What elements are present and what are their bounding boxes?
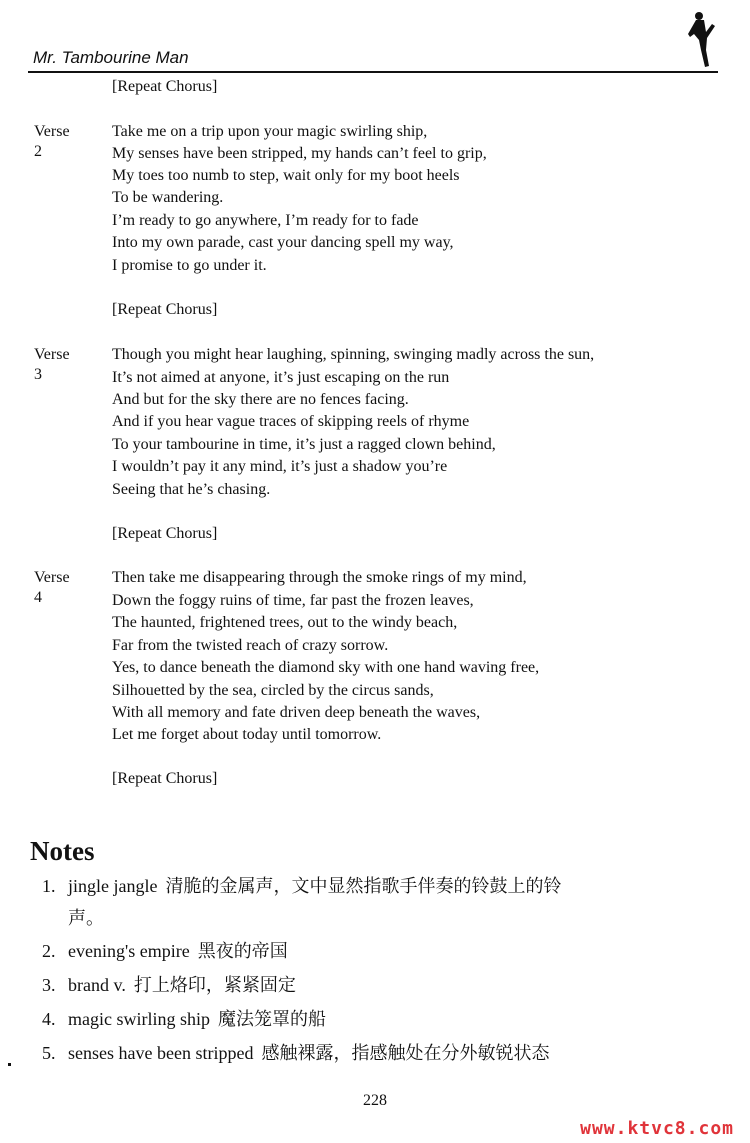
lyric-line: Silhouetted by the sea, circled by the circus sands,: [112, 682, 434, 699]
note-translation: 魔法笼罩的船: [218, 1009, 326, 1030]
lyric-line: I’m ready to go anywhere, I’m ready for to fade: [112, 212, 419, 229]
repeat-chorus: [Repeat Chorus]: [112, 78, 218, 95]
verse-label: Verse 4: [34, 569, 70, 606]
lyric-line: I wouldn’t pay it any mind, it’s just a shadow you’re: [112, 458, 448, 475]
note-translation: 黑夜的帝国: [197, 941, 288, 962]
note-number: 2.: [42, 941, 56, 961]
header-rule: [28, 71, 718, 73]
lyric-line: I promise to go under it.: [112, 257, 267, 274]
lyric-line: Then take me disappearing through the smoke rings of my mind,: [112, 569, 527, 586]
lyric-line: Let me forget about today until tomorrow.: [112, 726, 382, 743]
note-number: 1.: [42, 876, 56, 896]
lyric-line: Though you might hear laughing, spinning, swinging madly across the sun,: [112, 346, 595, 363]
note-number: 5.: [42, 1043, 56, 1063]
lyric-line: It’s not aimed at anyone, it’s just escaping on the run: [112, 369, 450, 386]
note-translation: 打上烙印，紧紧固定: [133, 975, 296, 996]
repeat-chorus: [Repeat Chorus]: [112, 301, 218, 318]
page-number: 228: [363, 1092, 387, 1109]
repeat-chorus: [Repeat Chorus]: [112, 525, 218, 542]
lyric-line: To be wandering.: [112, 189, 224, 206]
lyric-line: And but for the sky there are no fences facing.: [112, 391, 409, 408]
lyric-line: Into my own parade, cast your dancing spell my way,: [112, 234, 454, 251]
header-title: Mr. Tambourine Man: [33, 48, 189, 67]
note-translation: 清脆的金属声，文中显然指歌手伴奏的铃鼓上的铃: [165, 876, 562, 897]
lyric-line: Seeing that he’s chasing.: [112, 481, 271, 498]
lyric-line: To your tambourine in time, it’s just a ragged clown behind,: [112, 436, 496, 453]
note-number: 4.: [42, 1009, 56, 1029]
verse-label: Verse 3: [34, 346, 70, 383]
note-term: senses have been stripped: [68, 1043, 254, 1063]
scan-speck: [8, 1063, 11, 1066]
note-item: [42, 873, 561, 900]
repeat-chorus: [Repeat Chorus]: [112, 770, 218, 787]
note-term: magic swirling ship: [68, 1009, 210, 1029]
note-continuation: 声。: [68, 908, 104, 929]
notes-heading: Notes: [30, 836, 95, 866]
lyric-line: Far from the twisted reach of crazy sorrow.: [112, 637, 389, 654]
lyric-line: With all memory and fate driven deep beneath the waves,: [112, 704, 481, 721]
lyric-line: Yes, to dance beneath the diamond sky with one hand waving free,: [112, 659, 540, 676]
note-term: brand v.: [68, 975, 126, 995]
note-item: [42, 972, 296, 999]
dancer-logo-icon: [682, 10, 722, 70]
lyric-line: The haunted, frightened trees, out to the windy beach,: [112, 614, 458, 631]
lyric-line: Down the foggy ruins of time, far past the frozen leaves,: [112, 592, 474, 609]
note-translation: 感触裸露，指感触处在分外敏锐状态: [261, 1043, 550, 1064]
note-item: [42, 938, 288, 965]
note-item: [42, 1006, 326, 1033]
lyric-line: And if you hear vague traces of skipping reels of rhyme: [112, 413, 470, 430]
note-term: jingle jangle: [68, 876, 158, 896]
lyric-line: My senses have been stripped, my hands can’t feel to grip,: [112, 145, 487, 162]
note-term: evening's empire: [68, 941, 190, 961]
verse-label: Verse 2: [34, 123, 70, 160]
watermark: www.ktvc8.com: [580, 1118, 734, 1139]
note-number: 3.: [42, 975, 56, 995]
note-item: [42, 1040, 549, 1067]
lyric-line: Take me on a trip upon your magic swirling ship,: [112, 123, 428, 140]
lyric-line: My toes too numb to step, wait only for my boot heels: [112, 167, 460, 184]
